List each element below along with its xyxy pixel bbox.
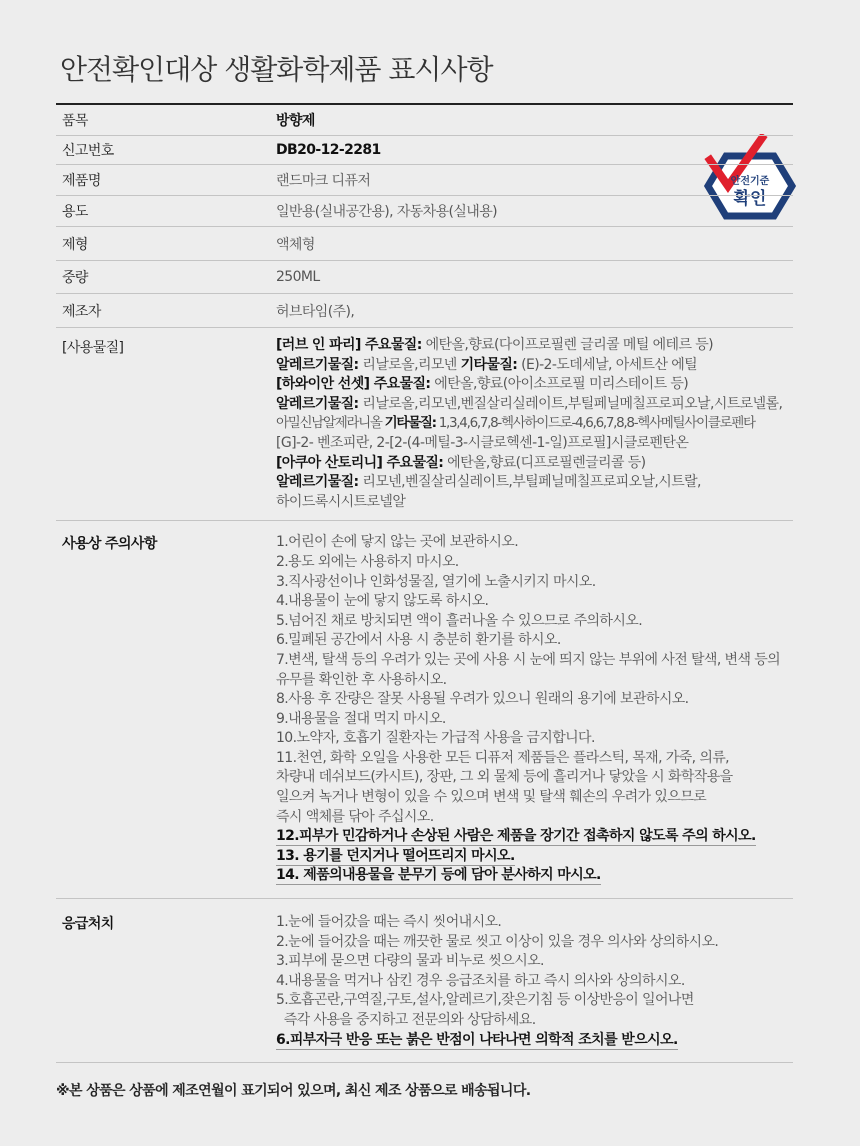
caution-item-text: 11.천연, 화학 오일을 사용한 모든 디퓨저 제품들은 플라스틱, 목재, 가죽, 의류, — [276, 749, 730, 766]
substance-text: 하이드록시시트로넬알 — [276, 493, 406, 510]
caution-list — [276, 533, 793, 886]
caution-item-text: 4.내용물이 눈에 닿지 않도록 하시오. — [276, 593, 489, 610]
first-aid-item-text: 5.호흡곤란,구역질,구토,설사,알레르기,잦은기침 등 이상반응이 일어나면 — [276, 992, 694, 1009]
caution-item — [276, 808, 793, 828]
substances-list — [276, 336, 793, 512]
row-item — [56, 105, 793, 136]
caution-item — [276, 631, 793, 651]
row-first-aid — [56, 899, 793, 1063]
substance-heading: [러브 인 파리] 주요물질: — [276, 337, 422, 353]
first-aid-item — [276, 933, 793, 953]
row-value: 랜드마크 디퓨저 — [276, 173, 371, 189]
first-aid-list — [276, 913, 793, 1050]
first-aid-item-text: 1.눈에 들어갔을 때는 즉시 씻어내시오. — [276, 914, 502, 931]
row-label: 신고번호 — [62, 143, 114, 159]
substance-heading: [아쿠아 산토리니] 주요물질: — [276, 454, 444, 471]
label-info-table — [56, 103, 793, 1063]
row-label: [사용물질] — [62, 340, 124, 356]
row-value: 방향제 — [276, 113, 315, 129]
first-aid-item-text: 4.내용물을 먹거나 삼킨 경우 응급조치를 하고 즉시 의사와 상의하시오. — [276, 972, 685, 989]
caution-item — [276, 592, 793, 612]
caution-item-text: 2.용도 외에는 사용하지 마시오. — [276, 553, 459, 570]
substance-text: 아밀신남알제라니올 — [276, 415, 385, 432]
substance-heading: 알레르기물질: — [276, 474, 359, 491]
caution-item-text: 6.밀폐된 공간에서 사용 시 충분히 환기를 하시오. — [276, 632, 561, 649]
substance-line — [276, 336, 793, 356]
first-aid-item-text: 2.눈에 들어갔을 때는 깨끗한 물로 씻고 이상이 있을 경우 의사와 상의하시오. — [276, 933, 719, 950]
first-aid-item-text: 3.피부에 묻으면 다량의 물과 비누로 씻으시오. — [276, 953, 544, 970]
substance-text: 에탄올,향료(디프로필렌글리콜 등) — [443, 454, 646, 471]
caution-item — [276, 651, 793, 671]
first-aid-item — [276, 991, 793, 1011]
row-label: 품목 — [62, 113, 88, 129]
caution-item-text: 14. 제품의내용물을 분무기 등에 담아 분사하지 마시오. — [276, 867, 601, 884]
caution-item — [276, 710, 793, 730]
substance-line — [276, 493, 793, 513]
caution-item — [276, 553, 793, 573]
first-aid-item — [276, 972, 793, 992]
caution-item-text: 3.직사광선이나 인화성물질, 열기에 노출시키지 마시오. — [276, 573, 596, 590]
row-report-no — [56, 136, 793, 165]
caution-item — [276, 847, 793, 867]
caution-item-text: 차량내 데쉬보드(카시트), 장판, 그 외 물체 등에 흘리거나 닿았을 시 화학작용을 — [276, 769, 733, 786]
substance-line — [276, 414, 793, 434]
caution-item — [276, 573, 793, 593]
row-value: 액체형 — [276, 236, 315, 253]
substance-heading: 기타물질: — [384, 415, 436, 432]
caution-item-text: 8.사용 후 잔량은 잘못 사용될 우려가 있으니 원래의 용기에 보관하시오. — [276, 691, 689, 708]
row-label: 사용상 주의사항 — [62, 536, 157, 553]
substance-text: 에탄올,향료(다이프로필렌 글리콜 메틸 에테르 등) — [421, 337, 714, 353]
caution-item — [276, 866, 793, 886]
substance-heading: 기타물질: — [460, 356, 518, 373]
badge-line2: 확인 — [733, 189, 767, 209]
substance-line — [276, 473, 793, 493]
substance-line — [276, 395, 793, 415]
row-value: 허브타임(주), — [276, 303, 355, 320]
row-caution — [56, 521, 793, 899]
caution-item — [276, 768, 793, 788]
substance-text: [G]-2- 벤조피란, 2-[2-(4-메틸-3-시클로헥센-1-일)프로필]시클로펜탄온 — [276, 434, 689, 451]
row-usage — [56, 196, 793, 227]
caution-item-text: 9.내용물을 절대 먹지 마시오. — [276, 710, 446, 727]
row-value: 일반용(실내공간용), 자동차용(실내용) — [276, 204, 498, 220]
row-product-name — [56, 165, 793, 196]
page-title: 안전확인대상 생활화학제품 표시사항 — [60, 53, 493, 86]
row-label: 제조자 — [62, 303, 101, 320]
substance-text: 에탄올,향료(아이소프로필 미리스테이트 등) — [430, 376, 689, 393]
row-maker — [56, 294, 793, 328]
caution-item — [276, 612, 793, 632]
substance-text: (E)-2-도데세날, 아세트산 에틸 — [517, 356, 698, 373]
caution-item — [276, 690, 793, 710]
footnote: ※본 상품은 상품에 제조연월이 표기되어 있으며, 최신 제조 상품으로 배송됩니다. — [56, 1083, 531, 1099]
substance-line — [276, 375, 793, 395]
caution-item — [276, 788, 793, 808]
caution-item — [276, 729, 793, 749]
first-aid-item — [276, 1031, 793, 1051]
row-label: 용도 — [62, 204, 88, 220]
caution-item-text: 13. 용기를 던지거나 떨어뜨리지 마시오. — [276, 847, 515, 864]
first-aid-item — [276, 913, 793, 933]
caution-item — [276, 827, 793, 847]
row-label: 제품명 — [62, 173, 101, 189]
first-aid-item-text: 6.피부자극 반응 또는 붉은 반점이 나타나면 의학적 조치를 받으시오. — [276, 1031, 678, 1048]
caution-item — [276, 533, 793, 553]
badge-line1: 안전기준 — [730, 176, 770, 187]
row-label: 응급처치 — [62, 916, 114, 933]
first-aid-item — [276, 1011, 793, 1031]
substance-line — [276, 356, 793, 376]
row-label: 제형 — [62, 236, 88, 253]
row-value: 250ML — [276, 269, 320, 285]
substance-heading: 알레르기물질: — [276, 395, 359, 412]
caution-item-text: 일으켜 녹거나 변형이 있을 수 있으며 변색 및 탈색 훼손의 우려가 있으므로 — [276, 789, 707, 806]
caution-item — [276, 671, 793, 691]
caution-item-text: 7.변색, 탈색 등의 우려가 있는 곳에 사용 시 눈에 띄지 않는 부위에 사전 탈색, 변색 등의 — [276, 651, 781, 668]
caution-item-text: 유무를 확인한 후 사용하시오. — [276, 671, 447, 688]
row-value: DB20-12-2281 — [276, 142, 381, 158]
substance-heading: 알레르기물질: — [276, 356, 359, 373]
first-aid-item-text: 즉각 사용을 중지하고 전문의와 상담하세요. — [276, 1012, 536, 1028]
caution-item-text: 즉시 액체를 닦아 주십시오. — [276, 808, 434, 825]
substance-line — [276, 434, 793, 454]
row-form — [56, 227, 793, 261]
substance-text: 리모넨,벤질살리실레이트,부틸페닐메칠프로피오날,시트랄, — [358, 474, 701, 491]
row-substances — [56, 328, 793, 521]
caution-item — [276, 749, 793, 769]
caution-item-text: 10.노약자, 호흡기 질환자는 가급적 사용을 금지합니다. — [276, 730, 595, 747]
first-aid-item — [276, 952, 793, 972]
substance-text: 리날로올,리모넨 — [358, 356, 461, 373]
substance-line — [276, 454, 793, 474]
substance-heading: [하와이안 선셋] 주요물질: — [276, 376, 431, 393]
caution-item-text: 5.넘어진 채로 방치되면 액이 흘러나올 수 있으므로 주의하시오. — [276, 612, 643, 629]
row-weight — [56, 261, 793, 294]
substance-text: 1,3,4,6,7,8-헥사하이드로-4,6,6,7,8,8-헥사메틸사이클로펜타 — [435, 415, 755, 432]
caution-item-text: 1.어린이 손에 닿지 않는 곳에 보관하시오. — [276, 534, 519, 551]
row-label: 중량 — [62, 270, 88, 286]
substance-text: 리날로올,리모넨,벤질살리실레이트,부틸페닐메칠프로피오날,시트로넬롤, — [358, 395, 783, 412]
caution-item-text: 12.피부가 민감하거나 손상된 사람은 제품을 장기간 접촉하지 않도록 주의 하시오. — [276, 828, 756, 845]
